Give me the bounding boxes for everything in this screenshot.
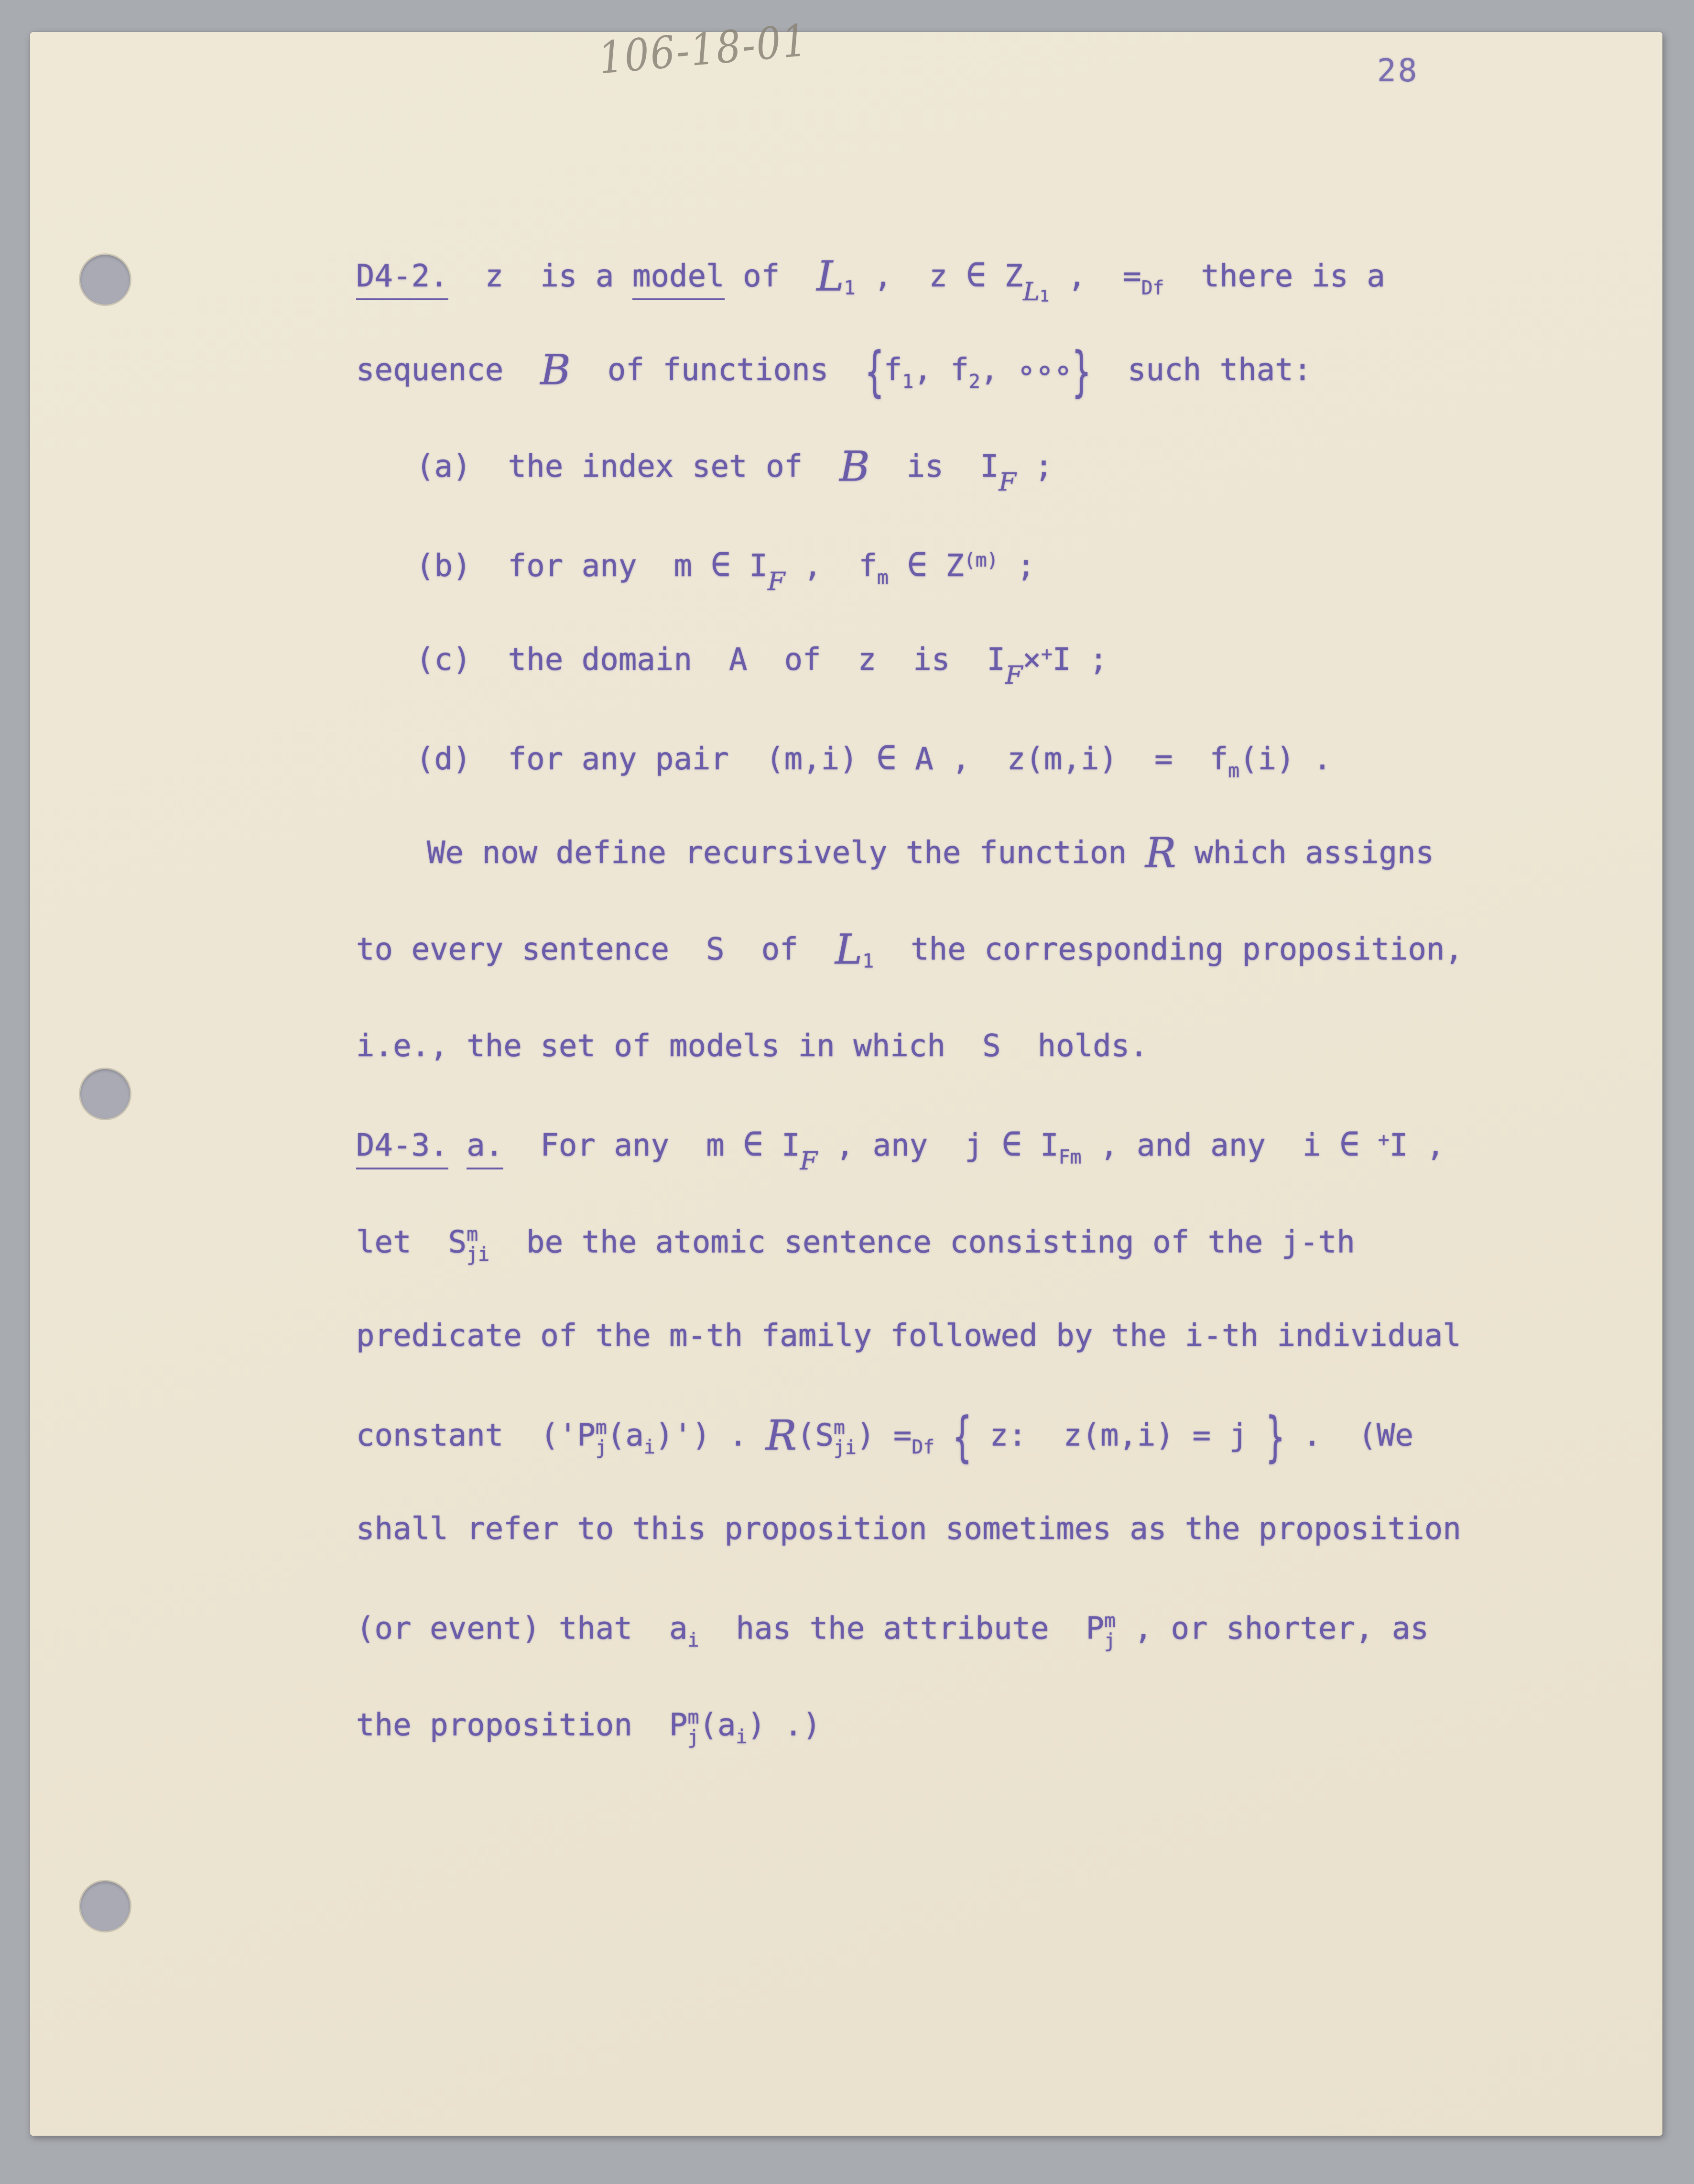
typed-text-segment: , z [855,259,966,294]
typed-text-segment: f [883,352,902,388]
typed-text-segment: ∈ [743,1125,763,1164]
typed-text-segment: F [767,567,785,596]
typed-text-segment: F [1005,660,1023,690]
typed-text-segment: (S [796,1418,834,1453]
typed-text-segment: , and any i [1081,1128,1339,1163]
typed-line [356,1224,1355,1264]
typed-text-segment: (a [607,1418,644,1453]
typed-text-segment: to every sentence S of [356,932,835,967]
typed-text-segment: (a [699,1707,736,1743]
typed-text-segment: + [1378,1129,1390,1151]
typed-text-segment: ; [1016,449,1053,484]
typed-line [356,926,1464,974]
typed-text-segment: 2 [968,371,980,393]
typed-text-segment: sequence [356,352,541,388]
typed-text-segment: I ; [1052,642,1108,677]
typed-text-segment: (or event) that a [356,1611,688,1647]
typed-text-segment: . (We [1284,1418,1414,1453]
typed-text-segment: Df [1141,277,1164,299]
document-page [30,14,1662,2136]
typed-text-segment: i [687,1629,699,1651]
script-letter: R [765,1411,797,1460]
typed-text-segment: 1 [862,950,874,972]
typed-text-segment: let S [356,1224,467,1260]
typed-text-segment: ∈ [1001,1125,1022,1164]
typed-text-segment: be the atomic sentence consisting of the j-th [489,1224,1355,1260]
typed-text-segment: shall refer to this proposition sometimes as the proposition [356,1511,1461,1547]
typed-text-segment: (b) for any m [416,548,711,584]
typed-text-segment: ∈ [876,738,897,777]
script-letter: L [816,252,844,301]
typed-text-segment: (i) . [1239,742,1332,777]
typed-text-segment: F [999,467,1016,497]
typed-text-segment: ∈ [1339,1125,1360,1164]
sup-sub-stack: m ji [467,1223,489,1266]
typed-text-segment: (m) [964,549,999,572]
typed-text-segment: D4-3. [356,1128,448,1169]
typed-line [427,829,1434,877]
typed-text-segment: ∈ [710,545,731,584]
typed-text-segment: + [1041,643,1053,666]
sup-sub-stack: m j [1104,1609,1116,1652]
script-letter: R [1145,829,1176,877]
typed-line [356,1318,1461,1354]
typed-text-segment: , ∘∘∘ [980,352,1073,388]
sup-sub-stack: m j [687,1706,699,1748]
sup-sub-stack: m j [595,1416,607,1459]
typed-text-segment: (c) the domain A of z is I [416,642,1005,677]
typed-text-segment: the corresponding proposition, [874,932,1464,967]
script-letter: B [839,443,870,491]
typed-text-segment: the proposition P [356,1707,688,1743]
typed-line [356,1707,821,1747]
script-letter: L [835,926,863,974]
typed-text-segment: (a) the index set of [416,449,840,484]
typed-text-segment: i.e., the set of models in which S holds. [356,1028,1148,1064]
archive-code-handwritten: 106-18-01 [597,14,810,84]
typed-text-segment: ) = [856,1418,912,1453]
typed-line [356,341,1312,404]
typed-text-segment: m [877,567,889,589]
typed-text-segment: I , [1389,1128,1445,1163]
sup-sub-stack: m ji [834,1416,857,1459]
typed-text-segment: L [1023,277,1040,306]
typed-text-segment [448,1128,467,1163]
typed-text-segment: A , z(m,i) = f [896,742,1228,777]
typed-text-segment: there is a [1164,259,1385,294]
typed-text-segment: z: z(m,i) = j [971,1418,1266,1453]
typed-line [416,443,1053,497]
typed-text-segment: I [763,1128,800,1163]
typed-text-segment: has the attribute P [699,1611,1105,1647]
typed-text-segment: ; [998,548,1035,584]
typed-text-segment [889,548,907,584]
typed-text-segment: , = [1049,259,1141,294]
typed-text-segment: , any j [817,1128,1002,1163]
typed-text-segment: We now define recursively the function [427,835,1145,871]
typed-text-segment: Df [912,1436,935,1458]
typed-text-segment: } [1072,341,1091,404]
typed-text-segment: is I [869,449,999,484]
typed-text-segment: which assigns [1176,835,1434,871]
typed-text-segment [1359,1128,1378,1163]
typed-line [356,1407,1414,1469]
page-number: 28 [1377,52,1419,89]
typed-text-segment: a. [467,1128,503,1169]
typed-text-segment: 1 [1040,286,1050,306]
typed-text-segment: F [800,1146,818,1176]
typed-text-segment: predicate of the m-th family followed by the i-th individual [356,1318,1461,1354]
typed-text-segment: ) .) [747,1707,821,1743]
typed-text-segment: , f [785,548,878,584]
typed-text-segment: { [865,341,884,404]
typed-text-segment: D4-2. [356,259,448,300]
typed-text-segment: of [724,259,817,294]
typed-line [356,1028,1148,1064]
typed-text-segment: z is a [448,259,632,294]
typed-text-segment: } [1266,1407,1285,1469]
script-letter: B [540,346,571,394]
typed-text-segment: 1 [844,277,856,299]
typed-text-segment: model [632,259,725,300]
typed-text-segment: , f [913,352,969,388]
typed-line [356,252,1385,306]
typed-line [416,738,1332,782]
typed-text-segment: m [1228,760,1240,782]
typed-text-segment: ∈ [966,255,987,295]
typed-line [416,545,1035,596]
typed-text-segment: I [730,548,768,584]
typed-text-segment: constant ('P [356,1418,596,1453]
typed-text-segment: I [1021,1128,1059,1163]
typed-text-segment: such that: [1090,352,1312,388]
typed-line [356,1610,1429,1650]
typed-text-segment: , or shorter, as [1116,1611,1429,1647]
typed-text-segment [934,1418,953,1453]
typed-text-segment: )') . [655,1418,766,1453]
typed-text-segment: Fm [1058,1146,1082,1168]
typed-line [356,1511,1461,1547]
typed-line [416,642,1108,690]
typed-text-segment: of functions [570,352,866,388]
typed-text-segment: i [736,1725,748,1748]
typed-text-segment: { [953,1407,972,1469]
typed-text-segment: For any m [503,1128,743,1163]
typed-text-segment: (d) for any pair (m,i) [416,742,877,777]
typed-text-segment: i [643,1436,655,1458]
typed-text-segment: 1 [902,371,914,393]
typed-text-segment: ∈ [907,545,927,584]
typed-text-segment: × [1022,642,1041,677]
typed-text-segment: Z [986,259,1023,294]
typed-text-block [30,32,1662,2136]
typed-line [356,1125,1445,1176]
typed-text-segment: Z [927,548,964,584]
